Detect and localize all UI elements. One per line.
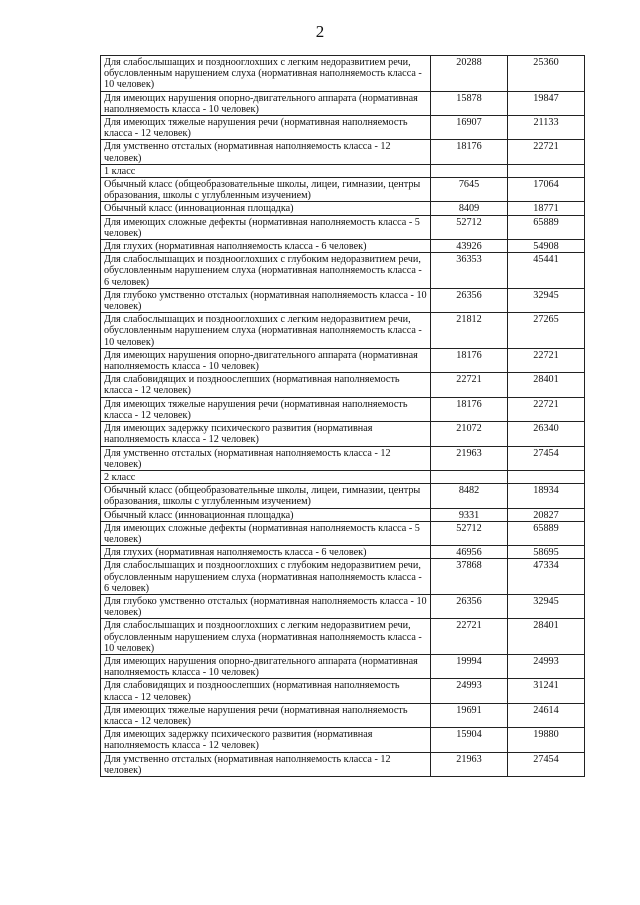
table-row [101, 253, 585, 289]
value-col-2: 24993 [508, 654, 585, 678]
row-label: Для умственно отсталых (нормативная наполняемость класса - 12 человек) [101, 752, 431, 776]
value-col-2: 28401 [508, 373, 585, 397]
value-col-1: 52712 [431, 215, 508, 239]
table-row [101, 240, 585, 253]
value-col-1: 26356 [431, 288, 508, 312]
table-row [101, 56, 585, 92]
value-col-1: 18176 [431, 397, 508, 421]
value-col-1 [431, 470, 508, 483]
value-col-1: 18176 [431, 140, 508, 164]
table-row [101, 752, 585, 776]
row-label: Для имеющих тяжелые нарушения речи (нормативная наполняемость класса - 12 человек) [101, 116, 431, 140]
row-label: 2 класс [101, 470, 431, 483]
row-label: 1 класс [101, 164, 431, 177]
row-label: Для имеющих сложные дефекты (нормативная наполняемость класса - 5 человек) [101, 215, 431, 239]
row-label: Для имеющих тяжелые нарушения речи (нормативная наполняемость класса - 12 человек) [101, 397, 431, 421]
value-col-2: 24614 [508, 703, 585, 727]
row-label: Для слабослышащих и позднооглохших с легким недоразвитием речи, обусловленным нарушением слуха (нормативная наполняемость класса - 10 человек) [101, 619, 431, 655]
table-row [101, 508, 585, 521]
table-row [101, 116, 585, 140]
value-col-1: 37868 [431, 559, 508, 595]
value-col-1: 8409 [431, 202, 508, 215]
row-label: Для слабослышащих и позднооглохших с глубоким недоразвитием речи, обусловленным нарушением слуха (нормативная наполняемость класса - 6 человек) [101, 559, 431, 595]
row-label: Обычный класс (общеобразовательные школы, лицеи, гимназии, центры образования, школы с углубленным изучением) [101, 484, 431, 508]
value-col-1: 26356 [431, 594, 508, 618]
value-col-2: 18934 [508, 484, 585, 508]
table-row [101, 140, 585, 164]
row-label: Для глухих (нормативная наполняемость класса - 6 человек) [101, 240, 431, 253]
value-col-1: 9331 [431, 508, 508, 521]
value-col-1: 18176 [431, 348, 508, 372]
value-col-1: 8482 [431, 484, 508, 508]
value-col-2: 26340 [508, 422, 585, 446]
value-col-1: 21072 [431, 422, 508, 446]
value-col-1: 15904 [431, 728, 508, 752]
section-row [101, 164, 585, 177]
value-col-1: 46956 [431, 546, 508, 559]
table-row [101, 178, 585, 202]
row-label: Для имеющих сложные дефекты (нормативная наполняемость класса - 5 человек) [101, 521, 431, 545]
value-col-2: 28401 [508, 619, 585, 655]
row-label: Для глухих (нормативная наполняемость класса - 6 человек) [101, 546, 431, 559]
row-label: Для слабослышащих и позднооглохших с глубоким недоразвитием речи, обусловленным нарушением слуха (нормативная наполняемость класса - 6 человек) [101, 253, 431, 289]
value-col-2: 32945 [508, 288, 585, 312]
value-col-2: 22721 [508, 348, 585, 372]
table-row [101, 619, 585, 655]
row-label: Для имеющих нарушения опорно-двигательного аппарата (нормативная наполняемость класса - 10 человек) [101, 91, 431, 115]
value-col-1: 20288 [431, 56, 508, 92]
row-label: Для глубоко умственно отсталых (нормативная наполняемость класса - 10 человек) [101, 594, 431, 618]
table-row [101, 373, 585, 397]
table-row [101, 679, 585, 703]
value-col-2: 19880 [508, 728, 585, 752]
value-col-2 [508, 164, 585, 177]
value-col-2 [508, 470, 585, 483]
value-col-2: 27265 [508, 313, 585, 349]
value-col-2: 31241 [508, 679, 585, 703]
table-row [101, 521, 585, 545]
table-row [101, 313, 585, 349]
value-col-2: 65889 [508, 215, 585, 239]
row-label: Обычный класс (общеобразовательные школы, лицеи, гимназии, центры образования, школы с углубленным изучением) [101, 178, 431, 202]
value-col-2: 54908 [508, 240, 585, 253]
value-col-2: 65889 [508, 521, 585, 545]
table-row [101, 546, 585, 559]
row-label: Для имеющих тяжелые нарушения речи (нормативная наполняемость класса - 12 человек) [101, 703, 431, 727]
table-row [101, 215, 585, 239]
cost-table [100, 55, 585, 777]
table-row [101, 91, 585, 115]
row-label: Для слабослышащих и позднооглохших с легким недоразвитием речи, обусловленным нарушением слуха (нормативная наполняемость класса - 10 человек) [101, 313, 431, 349]
table-body [101, 56, 585, 777]
value-col-2: 22721 [508, 140, 585, 164]
value-col-2: 21133 [508, 116, 585, 140]
value-col-1: 22721 [431, 619, 508, 655]
value-col-1: 19691 [431, 703, 508, 727]
value-col-1 [431, 164, 508, 177]
value-col-2: 32945 [508, 594, 585, 618]
row-label: Для слабовидящих и поздноослепших (нормативная наполняемость класса - 12 человек) [101, 679, 431, 703]
row-label: Для имеющих нарушения опорно-двигательного аппарата (нормативная наполняемость класса - 10 человек) [101, 348, 431, 372]
row-label: Для имеющих задержку психического развития (нормативная наполняемость класса - 12 человек) [101, 422, 431, 446]
value-col-2: 27454 [508, 446, 585, 470]
value-col-1: 7645 [431, 178, 508, 202]
table-row [101, 397, 585, 421]
value-col-1: 19994 [431, 654, 508, 678]
table-row [101, 594, 585, 618]
page-number: 2 [315, 22, 325, 41]
value-col-2: 45441 [508, 253, 585, 289]
row-label: Для имеющих нарушения опорно-двигательного аппарата (нормативная наполняемость класса - 10 человек) [101, 654, 431, 678]
table-row [101, 654, 585, 678]
table-row [101, 559, 585, 595]
row-label: Для глубоко умственно отсталых (нормативная наполняемость класса - 10 человек) [101, 288, 431, 312]
row-label: Обычный класс (инновационная площадка) [101, 508, 431, 521]
row-label: Для имеющих задержку психического развития (нормативная наполняемость класса - 12 человек) [101, 728, 431, 752]
value-col-2: 17064 [508, 178, 585, 202]
value-col-2: 20827 [508, 508, 585, 521]
table-row [101, 202, 585, 215]
row-label: Для слабовидящих и поздноослепших (нормативная наполняемость класса - 12 человек) [101, 373, 431, 397]
table-row [101, 728, 585, 752]
row-label: Для умственно отсталых (нормативная наполняемость класса - 12 человек) [101, 446, 431, 470]
value-col-1: 36353 [431, 253, 508, 289]
value-col-1: 24993 [431, 679, 508, 703]
table-row [101, 422, 585, 446]
value-col-1: 52712 [431, 521, 508, 545]
value-col-2: 25360 [508, 56, 585, 92]
value-col-1: 15878 [431, 91, 508, 115]
section-row [101, 470, 585, 483]
value-col-2: 47334 [508, 559, 585, 595]
table-row [101, 288, 585, 312]
value-col-2: 58695 [508, 546, 585, 559]
value-col-2: 27454 [508, 752, 585, 776]
value-col-2: 22721 [508, 397, 585, 421]
value-col-2: 19847 [508, 91, 585, 115]
table-row [101, 484, 585, 508]
table-row [101, 446, 585, 470]
value-col-1: 21963 [431, 446, 508, 470]
value-col-1: 16907 [431, 116, 508, 140]
row-label: Обычный класс (инновационная площадка) [101, 202, 431, 215]
row-label: Для слабослышащих и позднооглохших с легким недоразвитием речи, обусловленным нарушением слуха (нормативная наполняемость класса - 10 человек) [101, 56, 431, 92]
value-col-1: 21963 [431, 752, 508, 776]
table-row [101, 703, 585, 727]
value-col-1: 21812 [431, 313, 508, 349]
value-col-1: 43926 [431, 240, 508, 253]
value-col-1: 22721 [431, 373, 508, 397]
row-label: Для умственно отсталых (нормативная наполняемость класса - 12 человек) [101, 140, 431, 164]
table-row [101, 348, 585, 372]
value-col-2: 18771 [508, 202, 585, 215]
